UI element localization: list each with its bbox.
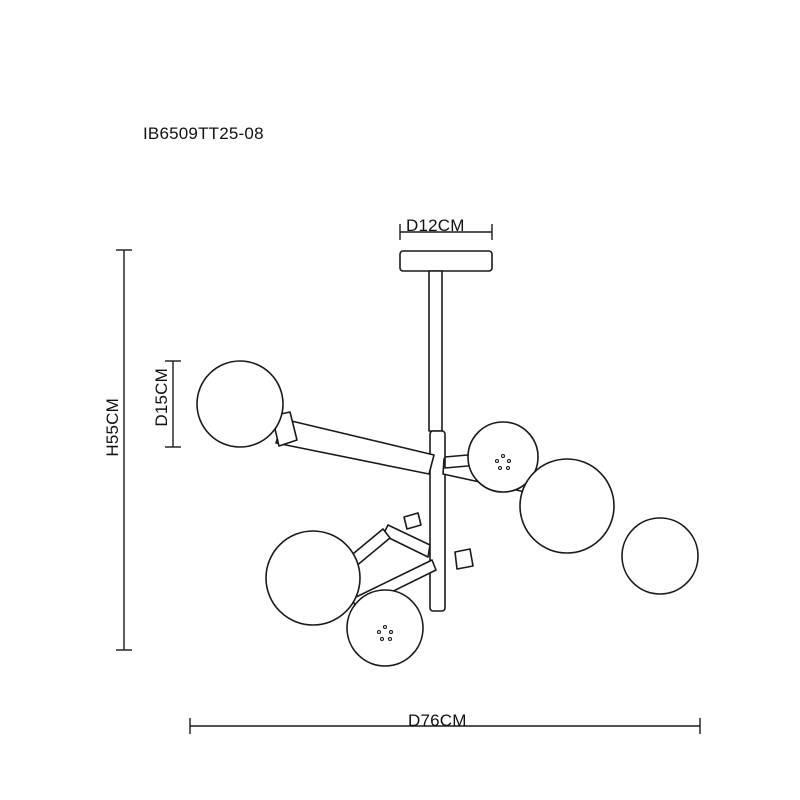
canopy-diameter-label: D12CM bbox=[406, 216, 465, 235]
model-code-label: IB6509TT25-08 bbox=[143, 124, 264, 143]
ceiling-canopy bbox=[400, 251, 492, 271]
globe-bottom-left bbox=[266, 531, 360, 625]
overall-height-label: H55CM bbox=[103, 398, 122, 457]
globe-far-right bbox=[622, 518, 698, 594]
arm-lower-socket bbox=[455, 549, 473, 569]
globe-right-large bbox=[520, 459, 614, 553]
overall-width-label: D76CM bbox=[408, 711, 467, 730]
globe-diameter-label: D15CM bbox=[152, 368, 171, 427]
globe-top-left bbox=[197, 361, 283, 447]
frame-connector bbox=[404, 513, 421, 529]
drop-rod bbox=[429, 271, 442, 431]
fixture-drawing bbox=[197, 251, 698, 666]
arm-upper-left bbox=[272, 412, 434, 474]
